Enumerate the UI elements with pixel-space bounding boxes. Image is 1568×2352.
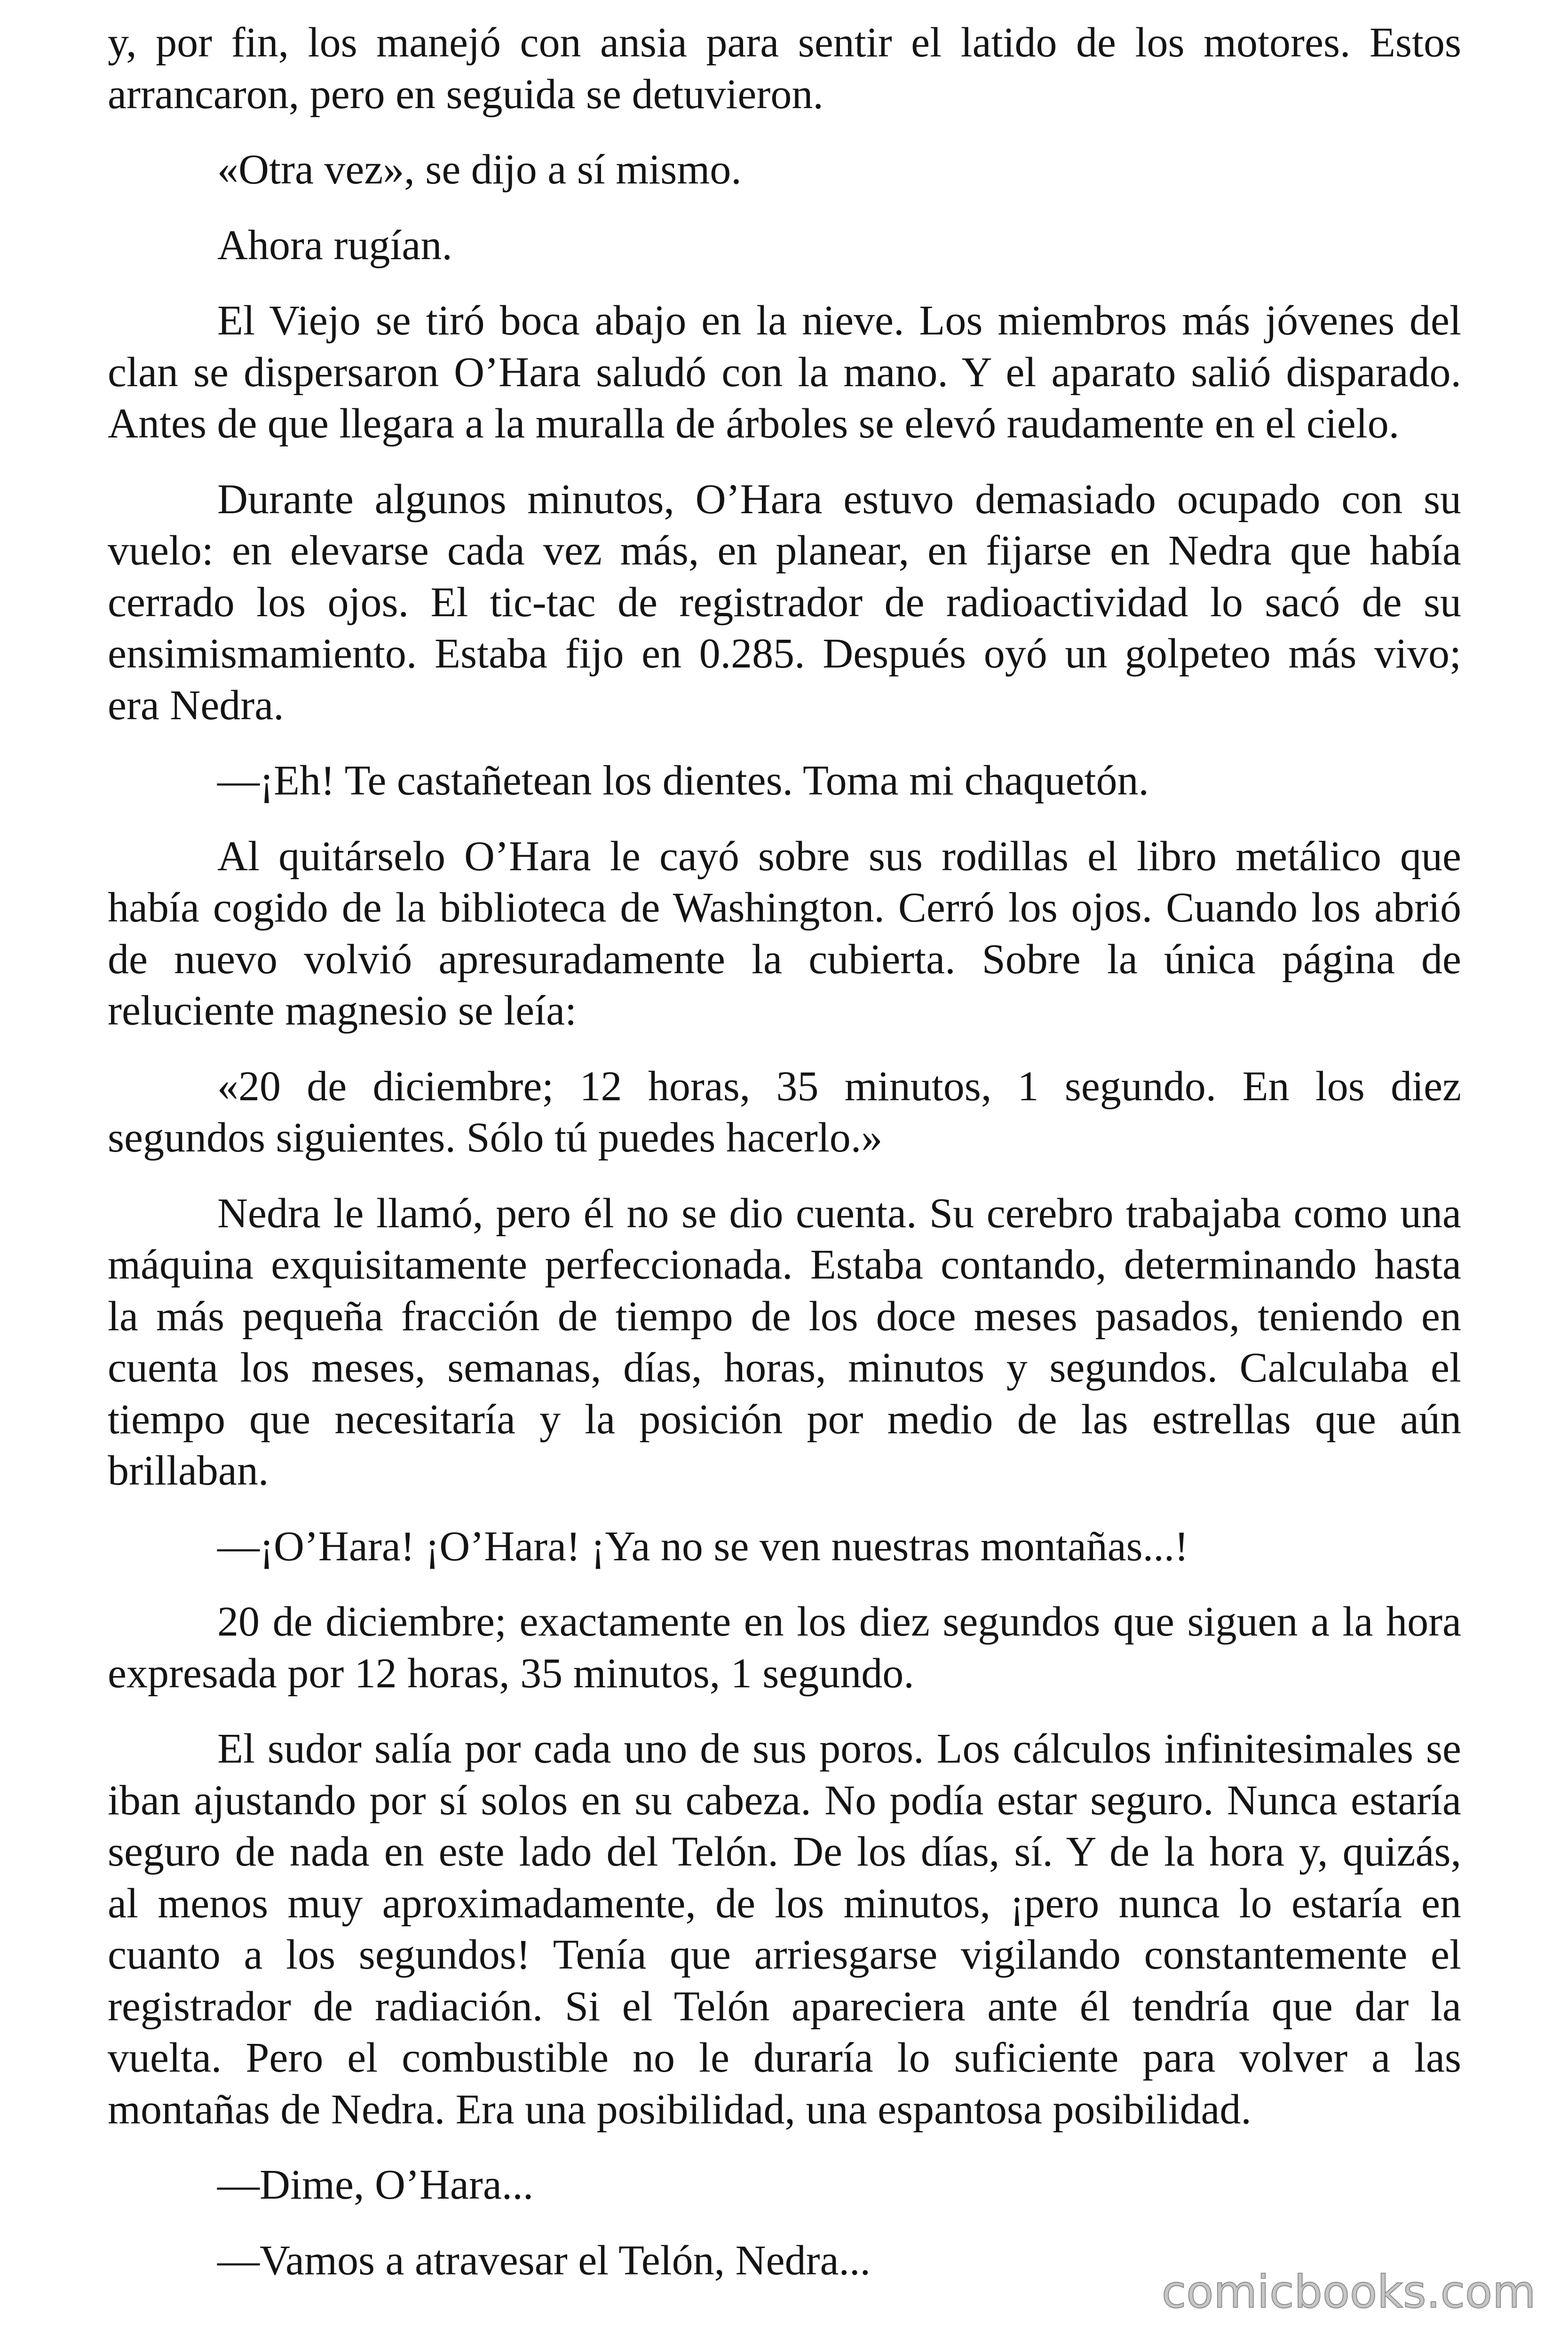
text-line: tiempo que necesitaría y la posición por medio de las estrellas que aún <box>108 1396 1461 1443</box>
paragraph-12 <box>108 1723 1461 2135</box>
text-line: ensimismamiento. Estaba fijo en 0.285. Después oyó un golpeteo más vivo; <box>108 630 1461 677</box>
text-line: «Otra vez», se dijo a sí mismo. <box>217 146 742 193</box>
paragraph-10 <box>108 1521 1461 1573</box>
text-line: El Viejo se tiró boca abajo en la nieve. Los miembros más jóvenes del <box>217 297 1461 344</box>
paragraph-8 <box>108 1061 1461 1164</box>
paragraph-11 <box>108 1596 1461 1699</box>
text-line: Ahora rugían. <box>217 222 452 269</box>
text-line: y, por fin, los manejó con ansia para sentir el latido de los motores. Estos <box>108 19 1461 66</box>
watermark: comicbooks.com <box>1162 2266 1536 2318</box>
paragraph-9 <box>108 1188 1461 1497</box>
text-line: 20 de diciembre; exactamente en los diez segundos que siguen a la hora <box>217 1598 1461 1645</box>
text-line: iban ajustando por sí solos en su cabeza. No podía estar seguro. Nunca estaría <box>108 1777 1461 1824</box>
text-line: arrancaron, pero en seguida se detuvieron. <box>108 71 824 118</box>
text-line: vuelta. Pero el combustible no le duraría lo suficiente para volver a las <box>108 2034 1461 2081</box>
text-line: clan se dispersaron O’Hara saludó con la mano. Y el aparato salió disparado. <box>108 349 1461 396</box>
text-line: era Nedra. <box>108 682 284 729</box>
text-line: cuenta los meses, semanas, días, horas, minutos y segundos. Calculaba el <box>108 1344 1461 1391</box>
text-line: al menos muy aproximadamente, de los minutos, ¡pero nunca lo estaría en <box>108 1880 1461 1927</box>
text-line: Antes de que llegara a la muralla de árboles se elevó raudamente en el cielo. <box>108 400 1400 447</box>
text-line: segundos siguientes. Sólo tú puedes hacerlo.» <box>108 1114 883 1161</box>
text-line: expresada por 12 horas, 35 minutos, 1 segundo. <box>108 1650 914 1697</box>
text-line: Nedra le llamó, pero él no se dio cuenta. Su cerebro trabajaba como una <box>217 1190 1461 1237</box>
text-line: —Vamos a atravesar el Telón, Nedra... <box>217 2237 871 2284</box>
text-line: cuanto a los segundos! Tenía que arriesgarse vigilando constantemente el <box>108 1931 1461 1978</box>
paragraph-7 <box>108 831 1461 1037</box>
text-line: había cogido de la biblioteca de Washington. Cerró los ojos. Cuando los abrió <box>108 884 1461 931</box>
text-line: El sudor salía por cada uno de sus poros. Los cálculos infinitesimales se <box>217 1725 1461 1772</box>
text-line: de nuevo volvió apresuradamente la cubierta. Sobre la única página de <box>108 936 1461 983</box>
text-line: brillaban. <box>108 1447 269 1494</box>
paragraph-1 <box>108 17 1461 120</box>
text-line: —Dime, O’Hara... <box>217 2161 534 2208</box>
text-line: máquina exquisitamente perfeccionada. Estaba contando, determinando hasta <box>108 1241 1461 1288</box>
text-line: reluciente magnesio se leía: <box>108 987 577 1034</box>
text-line: cerrado los ojos. El tic-tac de registrador de radioactividad lo sacó de su <box>108 579 1461 626</box>
text-line: vuelo: en elevarse cada vez más, en planear, en fijarse en Nedra que había <box>108 527 1461 574</box>
paragraph-13 <box>108 2159 1461 2211</box>
text-line: montañas de Nedra. Era una posibilidad, una espantosa posibilidad. <box>108 2086 1251 2133</box>
paragraph-6 <box>108 755 1461 807</box>
paragraph-5 <box>108 474 1461 731</box>
text-line: Al quitárselo O’Hara le cayó sobre sus rodillas el libro metálico que <box>217 833 1461 880</box>
text-line: registrador de radiación. Si el Telón apareciera ante él tendría que dar la <box>108 1983 1461 2030</box>
text-line: la más pequeña fracción de tiempo de los doce meses pasados, teniendo en <box>108 1293 1461 1340</box>
paragraph-2 <box>108 144 1461 196</box>
text-line: —¡Eh! Te castañetean los dientes. Toma mi chaquetón. <box>217 757 1149 804</box>
paragraph-3 <box>108 220 1461 271</box>
text-line: —¡O’Hara! ¡O’Hara! ¡Ya no se ven nuestras montañas...! <box>217 1523 1189 1570</box>
text-line: seguro de nada en este lado del Telón. De los días, sí. Y de la hora y, quizás, <box>108 1828 1461 1875</box>
text-line: «20 de diciembre; 12 horas, 35 minutos, 1 segundo. En los diez <box>217 1063 1461 1110</box>
text-line: Durante algunos minutos, O’Hara estuvo demasiado ocupado con su <box>217 476 1461 523</box>
page-body-text <box>108 17 1461 2286</box>
paragraph-4 <box>108 295 1461 450</box>
